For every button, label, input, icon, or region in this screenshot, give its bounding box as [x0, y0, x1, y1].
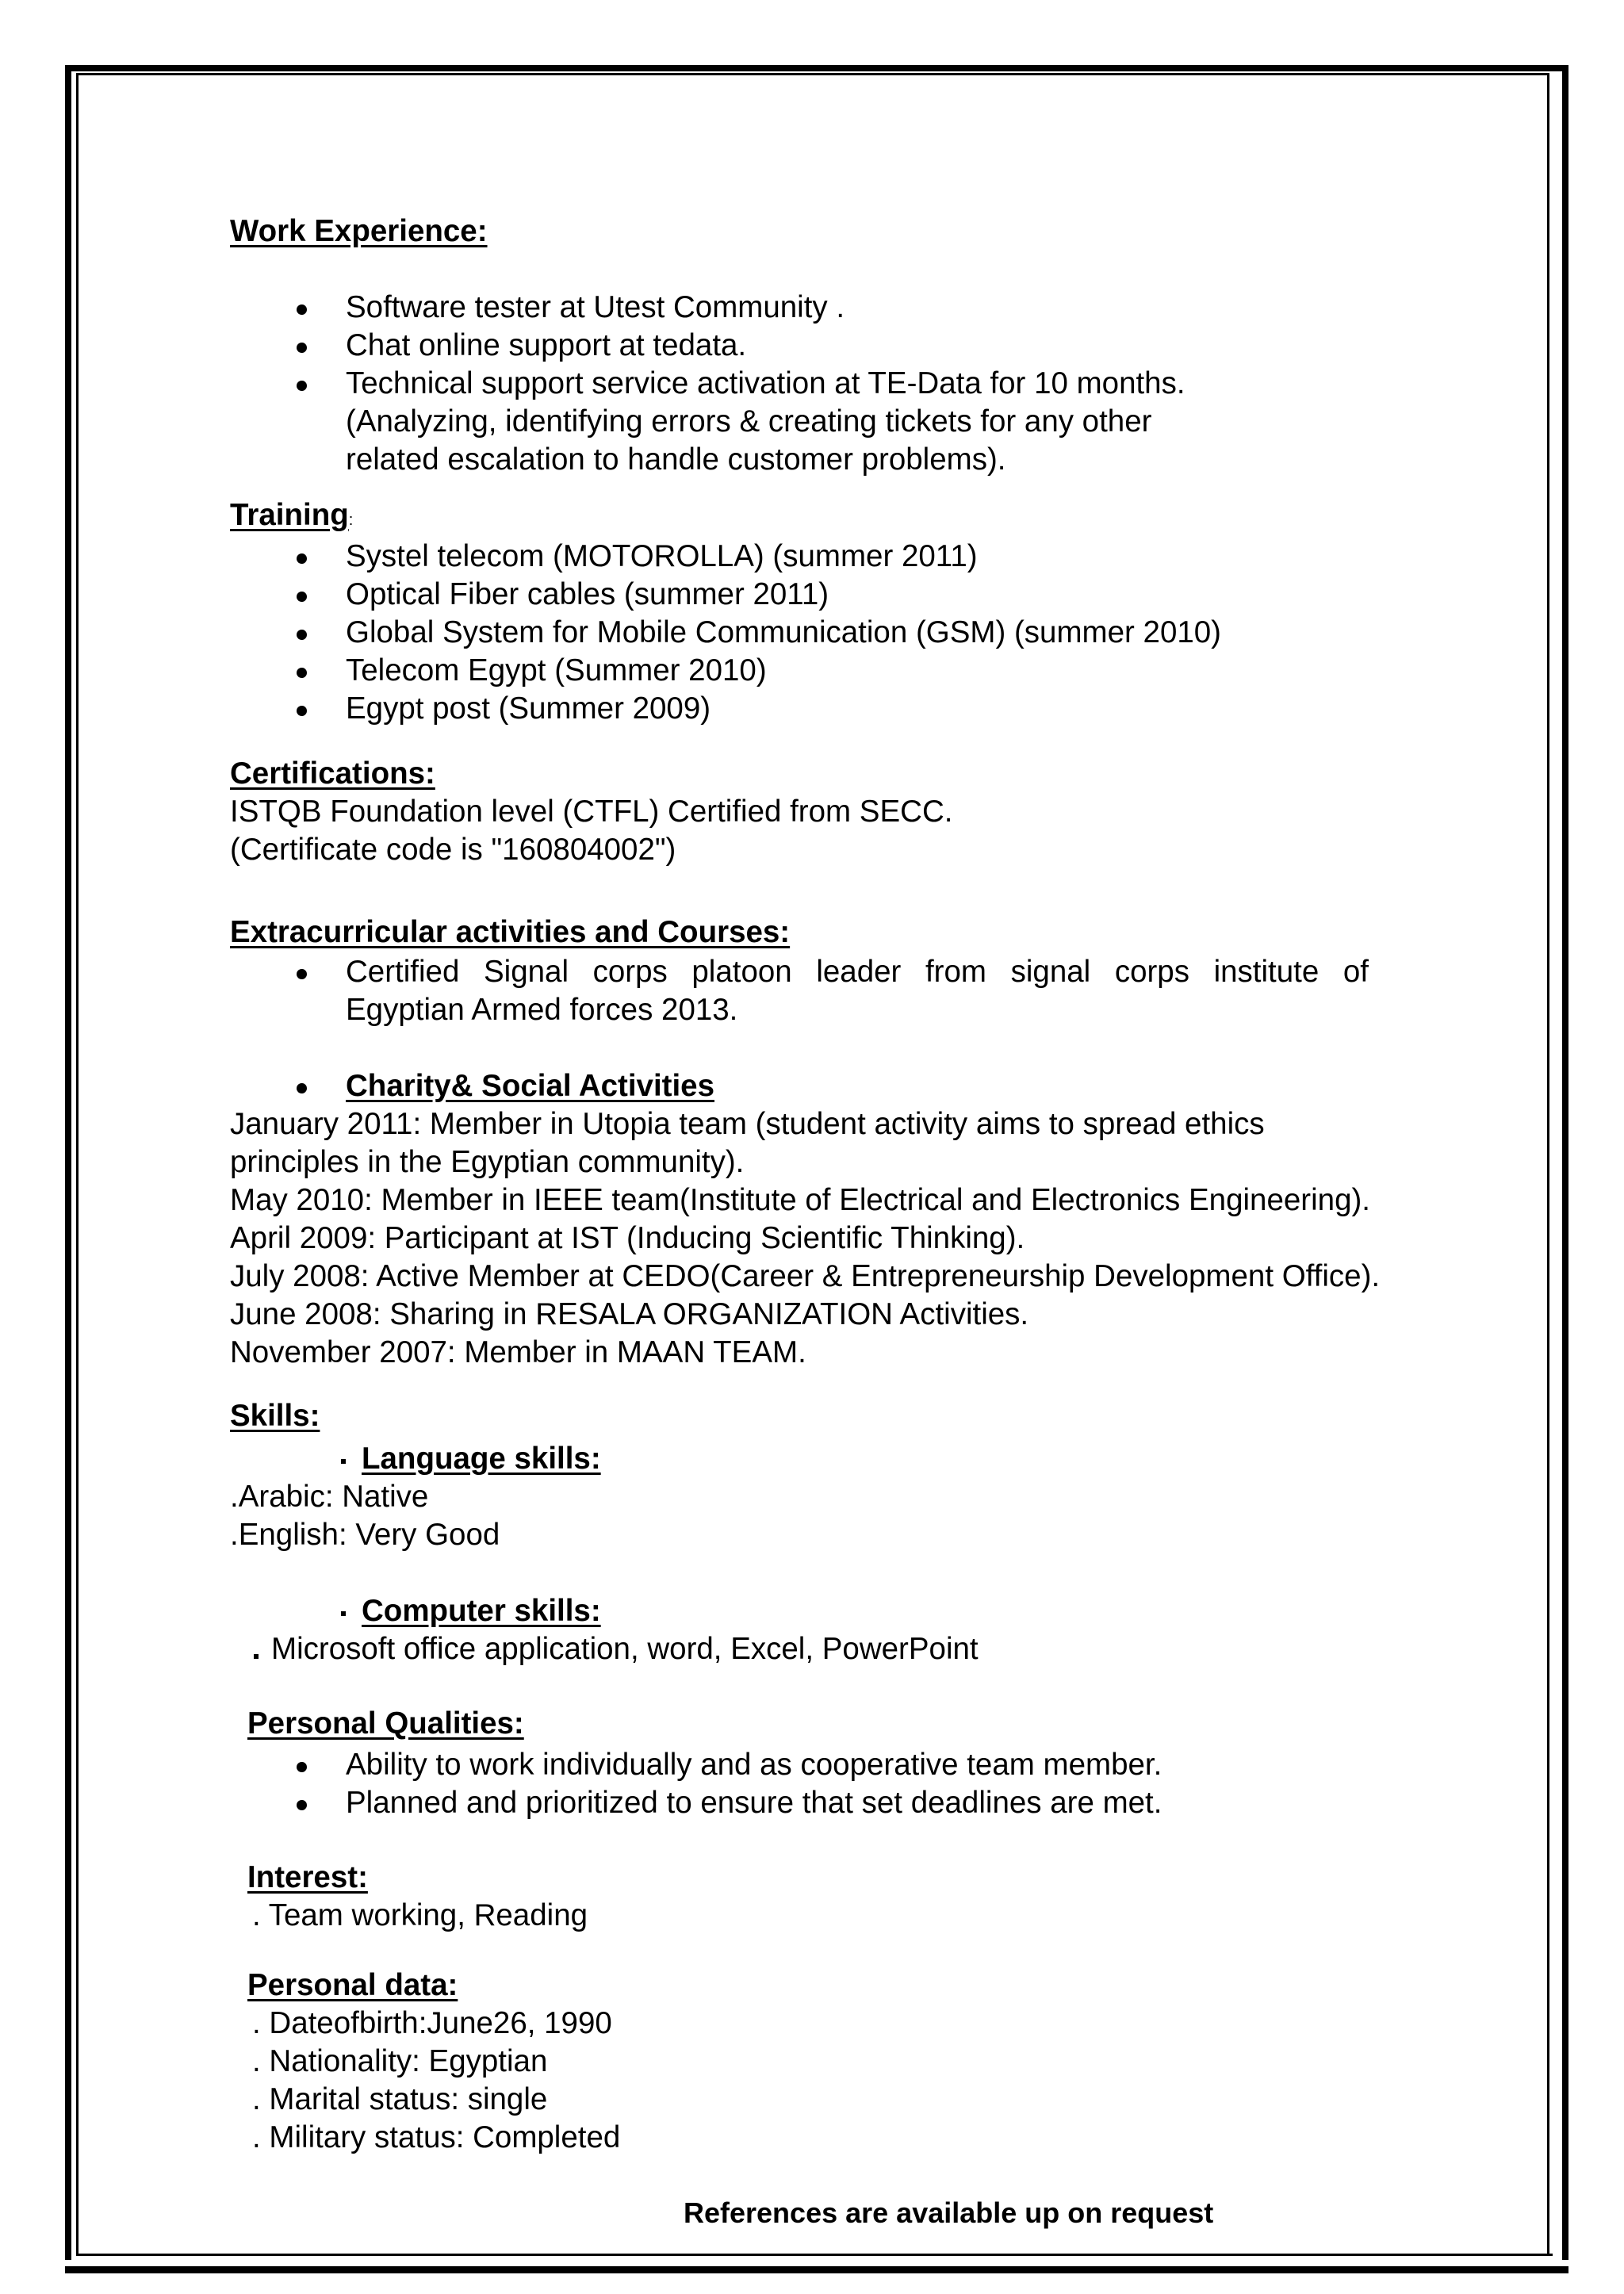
charity-line: May 2010: Member in IEEE team(Institute of Electrical and Electronics Engineering).: [230, 1183, 1370, 1217]
certification-line: ISTQB Foundation level (CTFL) Certified from SECC.: [230, 795, 953, 829]
personal-qualities-heading: Personal Qualities:: [247, 1706, 524, 1741]
bullet-icon: [297, 969, 307, 979]
training-item: Telecom Egypt (Summer 2010): [346, 653, 767, 687]
extracurricular-item-continued: Egyptian Armed forces 2013.: [346, 993, 738, 1027]
interest-heading: Interest:: [247, 1860, 368, 1894]
charity-line: January 2011: Member in Utopia team (student activity aims to spread ethics: [230, 1107, 1265, 1141]
work-item: Chat online support at tedata.: [346, 328, 747, 362]
interest-line: . Team working, Reading: [252, 1898, 588, 1932]
charity-line: principles in the Egyptian community).: [230, 1145, 745, 1179]
quality-item: Planned and prioritized to ensure that set deadlines are met.: [346, 1786, 1162, 1820]
bullet-icon: [297, 343, 307, 353]
charity-line: June 2008: Sharing in RESALA ORGANIZATION Activities.: [230, 1297, 1029, 1331]
personal-data-line: . Marital status: single: [252, 2082, 548, 2116]
certification-line: (Certificate code is "160804002"): [230, 833, 676, 867]
small-square-bullet-icon: [254, 1654, 259, 1659]
language-line: .English: Very Good: [230, 1518, 500, 1552]
bullet-icon: [297, 304, 307, 315]
quality-item: Ability to work individually and as cooperative team member.: [346, 1748, 1162, 1782]
language-skills-heading: Language skills:: [362, 1442, 601, 1476]
extracurricular-heading: Extracurricular activities and Courses:: [230, 915, 791, 949]
language-line: .Arabic: Native: [230, 1480, 429, 1514]
charity-line: November 2007: Member in MAAN TEAM.: [230, 1335, 806, 1369]
references-footer: References are available up on request: [684, 2196, 1214, 2229]
extracurricular-item: Certified Signal corps platoon leader from signal corps institute of: [346, 955, 1369, 989]
computer-skills-line: Microsoft office application, word, Excel, PowerPoint: [271, 1632, 979, 1666]
bullet-icon: [297, 592, 307, 602]
training-item: Egypt post (Summer 2009): [346, 691, 711, 726]
training-item: Global System for Mobile Communication (GSM) (summer 2010): [346, 615, 1221, 649]
work-item: Technical support service activation at TE-Data for 10 months.: [346, 366, 1185, 400]
charity-line: July 2008: Active Member at CEDO(Career & Entrepreneurship Development Office).: [230, 1259, 1381, 1293]
bottom-rule-thin: [76, 2254, 1553, 2256]
bullet-icon: [297, 630, 307, 640]
training-item: Optical Fiber cables (summer 2011): [346, 577, 829, 611]
personal-data-line: . Military status: Completed: [252, 2120, 621, 2154]
charity-heading: Charity& Social Activities: [346, 1069, 715, 1103]
computer-skills-heading: Computer skills:: [362, 1594, 601, 1628]
certifications-heading: Certifications:: [230, 756, 435, 791]
training-item: Systel telecom (MOTOROLLA) (summer 2011): [346, 539, 978, 573]
personal-data-line: . Nationality: Egyptian: [252, 2044, 548, 2078]
work-item-continued: related escalation to handle customer problems).: [346, 442, 1006, 477]
bullet-icon: [297, 1762, 307, 1772]
bullet-icon: [297, 1800, 307, 1810]
bullet-icon: [297, 668, 307, 678]
training-colon: :: [348, 511, 354, 529]
middle-dot-icon: [341, 1459, 346, 1464]
work-experience-heading: Work Experience:: [230, 214, 488, 248]
skills-heading: Skills:: [230, 1399, 320, 1433]
work-item-continued: (Analyzing, identifying errors & creating tickets for any other: [346, 404, 1152, 439]
training-heading-line: [230, 496, 353, 539]
charity-line: April 2009: Participant at IST (Inducing Scientific Thinking).: [230, 1221, 1025, 1255]
bullet-icon: [297, 1083, 307, 1093]
bottom-rule-thick: [65, 2266, 1568, 2273]
bullet-icon: [297, 553, 307, 564]
personal-data-line: . Dateofbirth:June26, 1990: [252, 2006, 612, 2040]
middle-dot-icon: [341, 1611, 346, 1616]
personal-data-heading: Personal data:: [247, 1968, 458, 2002]
work-item: Software tester at Utest Community .: [346, 290, 845, 324]
bullet-icon: [297, 381, 307, 391]
bullet-icon: [297, 706, 307, 716]
training-heading: Training: [230, 498, 349, 532]
